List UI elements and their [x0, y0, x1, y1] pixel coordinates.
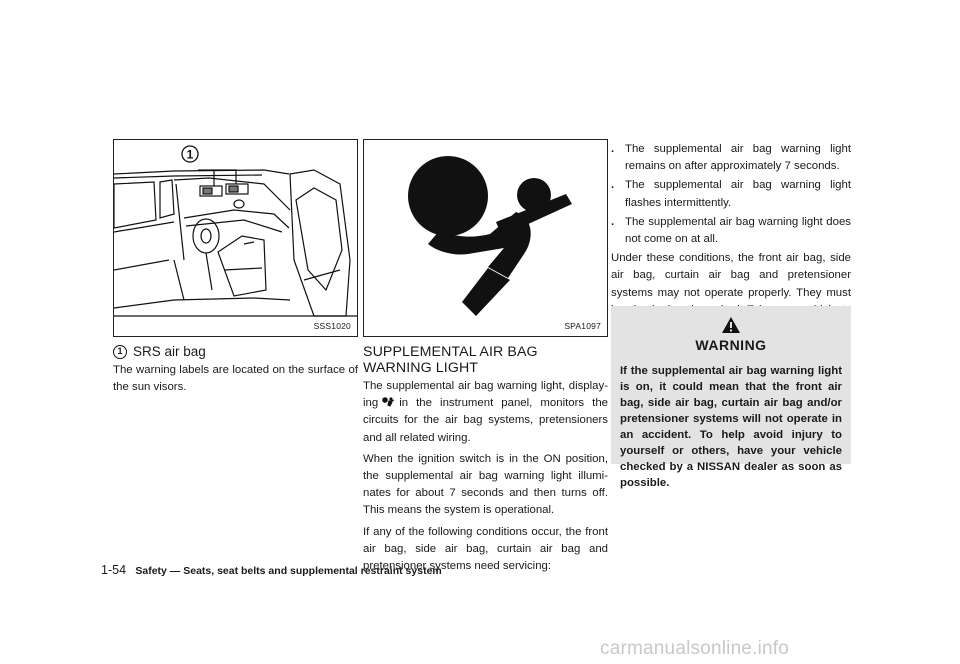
paragraph-2: When the ignition switch is in the ON position, the supplemental air bag warning light illumi-nates for about 7 seconds and then turns off. This means the system is operational.	[363, 452, 608, 517]
caption-title: SRS air bag	[133, 344, 206, 359]
footer-section-title: Safety — Seats, seat belts and supplemental restraint system	[135, 565, 442, 577]
conditions-after-text: Under these conditions, the front air bag, side air bag, curtain air bag and pretensioner systems may not operate properly. They must	[611, 252, 851, 299]
watermark: carmanualsonline.info	[600, 638, 790, 659]
caption-body	[113, 362, 358, 400]
list-item-text: The supplemental air bag warning light flashes intermittently.	[625, 179, 851, 209]
airbag-warning-icon	[381, 396, 395, 409]
figure-sun-visor-labels	[113, 139, 358, 337]
paragraph-1-end: in the instrument panel, monitors the circuits for the air bag systems, pretensioners and all related wiring.	[363, 397, 608, 444]
caption-text: The warning labels are located on the surface of the sun visors.	[113, 364, 358, 394]
list-item	[611, 214, 851, 248]
warning-triangle-icon	[721, 316, 741, 334]
caption-heading	[113, 344, 206, 359]
page-footer	[101, 563, 442, 577]
section-heading: SUPPLEMENTAL AIR BAG WARNING LIGHT	[363, 344, 538, 376]
warning-text: If the supplemental air bag warning light is on, it could mean that the front air bag, side air bag, curtain air bag and/or pretensioner systems will not operate in an accident. To help avoid injury to yourself or others, have your vehicle checked by a NISSAN dealer as soon as possible.	[620, 365, 842, 489]
warning-icon-wrap	[611, 316, 851, 339]
paragraph-1-start: The supplemental air bag warning light, display-ing	[363, 380, 608, 410]
warning-box	[611, 306, 851, 489]
figure-callout-number: 1	[186, 147, 194, 162]
list-item-text: The supplemental air bag warning light does not come on at all.	[625, 215, 851, 246]
airbag-symbol-icon	[364, 140, 608, 337]
figure-code: SSS1020	[313, 321, 351, 331]
list-item-text: The supplemental air bag warning light remains on after approximately 7 seconds.	[625, 143, 851, 173]
bullet-marker: .	[611, 179, 615, 192]
callout-number-badge: 1	[113, 345, 127, 359]
bullet-marker: .	[611, 143, 615, 155]
figure-airbag-symbol	[363, 139, 608, 337]
section-body	[363, 378, 608, 579]
figure-code: SPA1097	[564, 321, 601, 331]
bullet-marker: .	[611, 215, 615, 228]
warning-title: WARNING	[695, 337, 767, 353]
car-interior-illustration	[114, 140, 358, 337]
paragraph-3: If any of the following conditions occur, the front air bag, side air bag, curtain air bag and pretensioner systems need servicing:	[363, 525, 608, 573]
page-number: 1-54	[101, 563, 127, 577]
list-item	[611, 177, 851, 211]
paragraph-1	[363, 378, 608, 447]
list-item	[611, 141, 851, 175]
